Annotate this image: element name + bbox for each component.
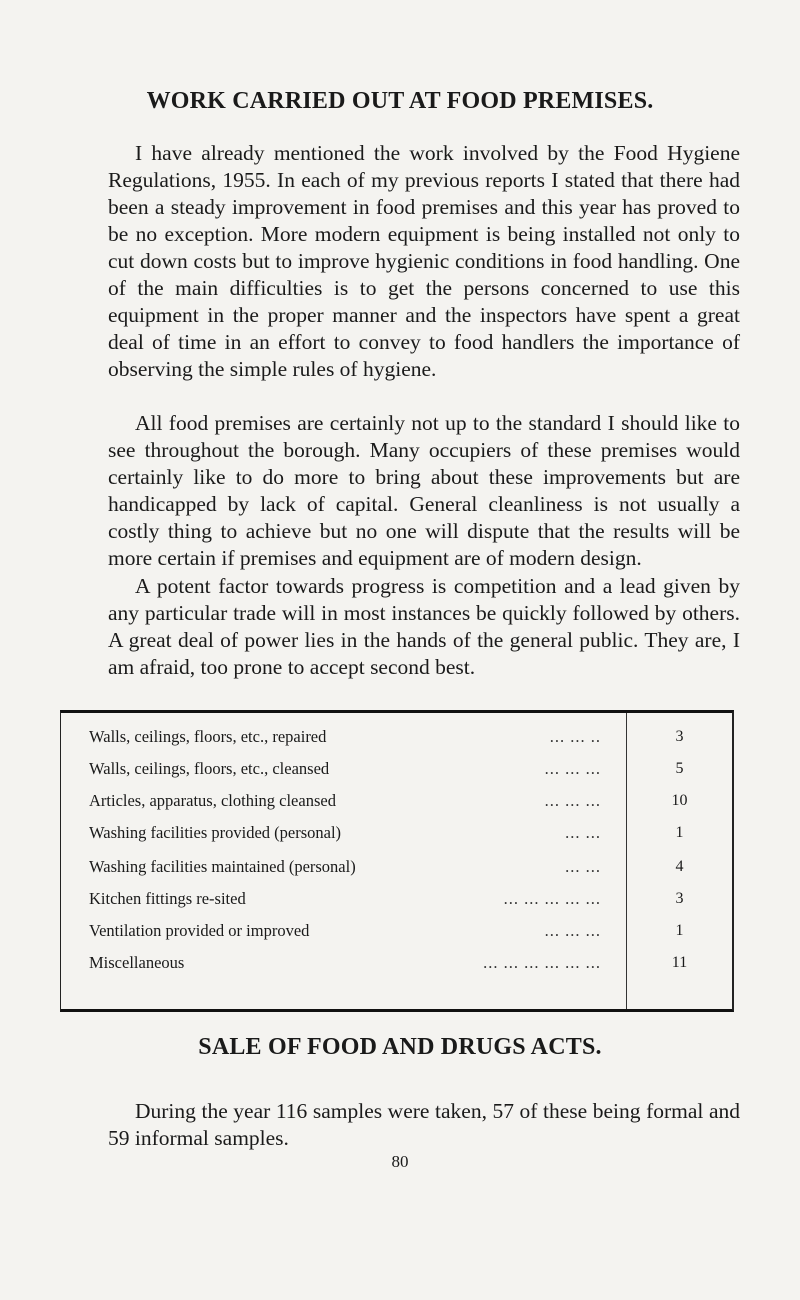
row-value: 5 [675, 760, 684, 777]
row-value: 3 [675, 890, 684, 907]
row-leader: ... ... ... [544, 921, 601, 940]
table-row [61, 885, 732, 913]
table-row [61, 787, 732, 815]
table-row [61, 853, 732, 881]
row-label: Articles, apparatus, clothing cleansed [89, 791, 336, 810]
table-row [61, 949, 732, 977]
row-value: 1 [675, 922, 684, 939]
table-row [61, 819, 732, 847]
row-value: 1 [675, 824, 684, 841]
work-heading: WORK CARRIED OUT AT FOOD PREMISES. [146, 88, 654, 114]
row-label: Walls, ceilings, floors, etc., cleansed [89, 759, 330, 778]
row-label: Miscellaneous [89, 953, 185, 972]
row-label: Walls, ceilings, floors, etc., repaired [89, 727, 327, 746]
table-row [61, 723, 732, 751]
row-value: 10 [671, 792, 688, 809]
work-table [60, 710, 734, 1012]
row-leader: ... ... ... ... ... [503, 889, 601, 908]
row-leader: ... ... ... [544, 759, 601, 778]
row-leader: ... ... .. [549, 727, 601, 746]
paragraph-premises-standard: All food premises are certainly not up to the standard I should like to see throughout the borough. Many occupiers of these premises would certainly like to do more to bring about these improvements but are handicapped by lack of capital. General cleanliness is not usually a costly thing to achieve but no one will dispute that the results will be more certain if premises and equipment are of modern design. [108, 411, 740, 570]
sale-heading: SALE OF FOOD AND DRUGS ACTS. [198, 1034, 602, 1060]
row-label: Ventilation provided or improved [89, 921, 310, 940]
row-value: 3 [675, 728, 684, 745]
row-value: 11 [671, 954, 688, 971]
paragraph-samples: During the year 116 samples were taken, 57 of these being formal and 59 informal samples. [108, 1099, 740, 1150]
row-leader: ... ... ... [544, 791, 601, 810]
row-leader: ... ... [565, 857, 601, 876]
row-label: Kitchen fittings re-sited [89, 889, 246, 908]
row-value: 4 [675, 858, 684, 875]
row-leader: ... ... [565, 823, 601, 842]
paragraph-competition: A potent factor towards progress is competition and a lead given by any particular trade will in most instances be quickly followed by others. A great deal of power lies in the hands of the general public. They are, I am afraid, too prone to accept second best. [108, 574, 740, 679]
table-row [61, 917, 732, 945]
table-row [61, 755, 732, 783]
row-label: Washing facilities provided (personal) [89, 823, 342, 842]
row-leader: ... ... ... ... ... ... [483, 953, 601, 972]
row-label: Washing facilities maintained (personal) [89, 857, 356, 876]
paragraph-food-hygiene: I have already mentioned the work involved by the Food Hygiene Regulations, 1955. In each of my previous reports I stated that there had been a steady improvement in food premises and this year has proved to be no exception. More modern equipment is being installed not only to cut down costs but to improve hygienic conditions in food handling. One of the main difficulties is to get the persons concerned to use this equipment in the proper manner and the inspectors have spent a great deal of time in an effort to convey to food handlers the importance of observing the simple rules of hygiene. [108, 141, 740, 381]
page-number: 80 [391, 1152, 409, 1171]
